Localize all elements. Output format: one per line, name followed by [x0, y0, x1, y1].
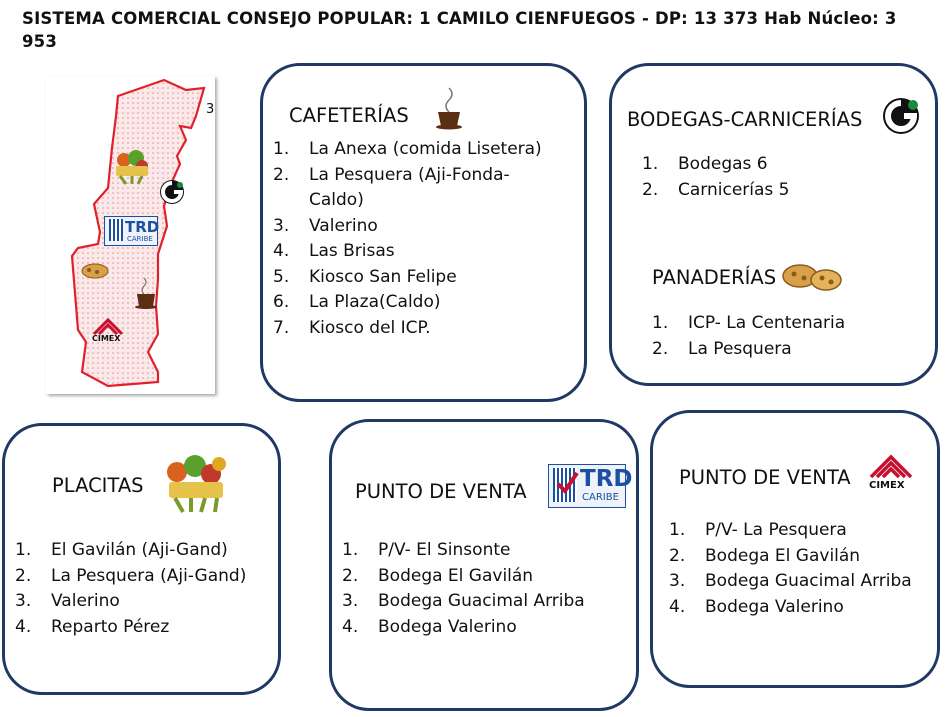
vegetables-icon	[112, 146, 152, 186]
list-item: 5. Kiosco San Felipe	[273, 266, 457, 287]
page-title: SISTEMA COMERCIAL CONSEJO POPULAR: 1 CAMILO CIENFUEGOS - DP: 13 373 Hab Núcleo: 3 953	[22, 9, 897, 51]
vegetables-icon	[161, 452, 231, 516]
pv-cimex-title: PUNTO DE VENTA	[679, 466, 851, 489]
bodegas-title: BODEGAS-CARNICERÍAS	[627, 108, 863, 131]
list-item: 2. La Pesquera (Aji-Gand)	[15, 565, 247, 586]
cupet-logo-icon	[880, 95, 922, 137]
list-item: 2. Carnicerías 5	[642, 179, 790, 200]
cafeterias-title: CAFETERÍAS	[289, 104, 409, 127]
list-item: 3. Valerino	[273, 215, 378, 236]
cafeterias-card	[260, 63, 587, 402]
list-item: 1. P/V- La Pesquera	[669, 520, 847, 540]
trd-logo-icon: TRD CARIBE	[548, 464, 626, 508]
list-item: 1. El Gavilán (Aji-Gand)	[15, 540, 228, 560]
list-item: 2. Bodega El Gavilán	[342, 565, 534, 586]
list-item: 3. Valerino	[15, 591, 120, 611]
bread-icon	[80, 262, 110, 280]
cafeterias-list	[273, 137, 553, 341]
panaderias-list	[652, 311, 922, 362]
cimex-logo-icon: CIMEX	[88, 316, 128, 346]
bodegas-list	[642, 152, 902, 203]
list-item: 1. P/V- El Sinsonte	[342, 540, 511, 560]
list-item: 1. La Anexa (comida Lisetera)	[273, 139, 542, 159]
placitas-card	[2, 423, 281, 695]
list-item: 2. La Pesquera (Aji-Fonda-Caldo)	[273, 164, 510, 210]
pv-trd-card	[329, 419, 639, 711]
coffee-cup-icon	[134, 276, 160, 310]
list-item: 2. La Pesquera	[652, 338, 792, 359]
pv-cimex-card	[650, 410, 940, 688]
panaderias-title: PANADERÍAS	[652, 266, 777, 289]
list-item: 4. Reparto Pérez	[15, 616, 170, 637]
pv-cimex-list	[669, 518, 939, 620]
trd-logo-icon: TRD CARIBE	[104, 216, 158, 246]
bodegas-panaderias-card	[609, 63, 938, 386]
cimex-logo-icon: CIMEX	[867, 453, 915, 493]
list-item: 1. Bodegas 6	[642, 154, 768, 174]
placitas-title: PLACITAS	[52, 474, 144, 497]
list-item: 7. Kiosco del ICP.	[273, 317, 431, 338]
pv-trd-title: PUNTO DE VENTA	[355, 480, 527, 503]
list-item: 4. Bodega Valerino	[342, 616, 517, 637]
list-item: 2. Bodega El Gavilán	[669, 545, 861, 566]
coffee-cup-icon	[435, 86, 465, 130]
list-item: 4. Bodega Valerino	[669, 596, 844, 617]
list-item: 3. Bodega Guacimal Arriba	[342, 591, 585, 611]
area-map	[46, 76, 215, 394]
placitas-list	[15, 538, 280, 640]
list-item: 4. Las Brisas	[273, 241, 395, 261]
list-item: 1. ICP- La Centenaria	[652, 313, 846, 333]
map-marker-number: 3	[206, 102, 215, 117]
bread-icon	[780, 260, 844, 296]
pv-trd-list	[342, 538, 632, 640]
list-item: 6. La Plaza(Caldo)	[273, 292, 441, 312]
list-item: 3. Bodega Guacimal Arriba	[669, 571, 912, 591]
cupet-logo-icon	[158, 178, 186, 206]
